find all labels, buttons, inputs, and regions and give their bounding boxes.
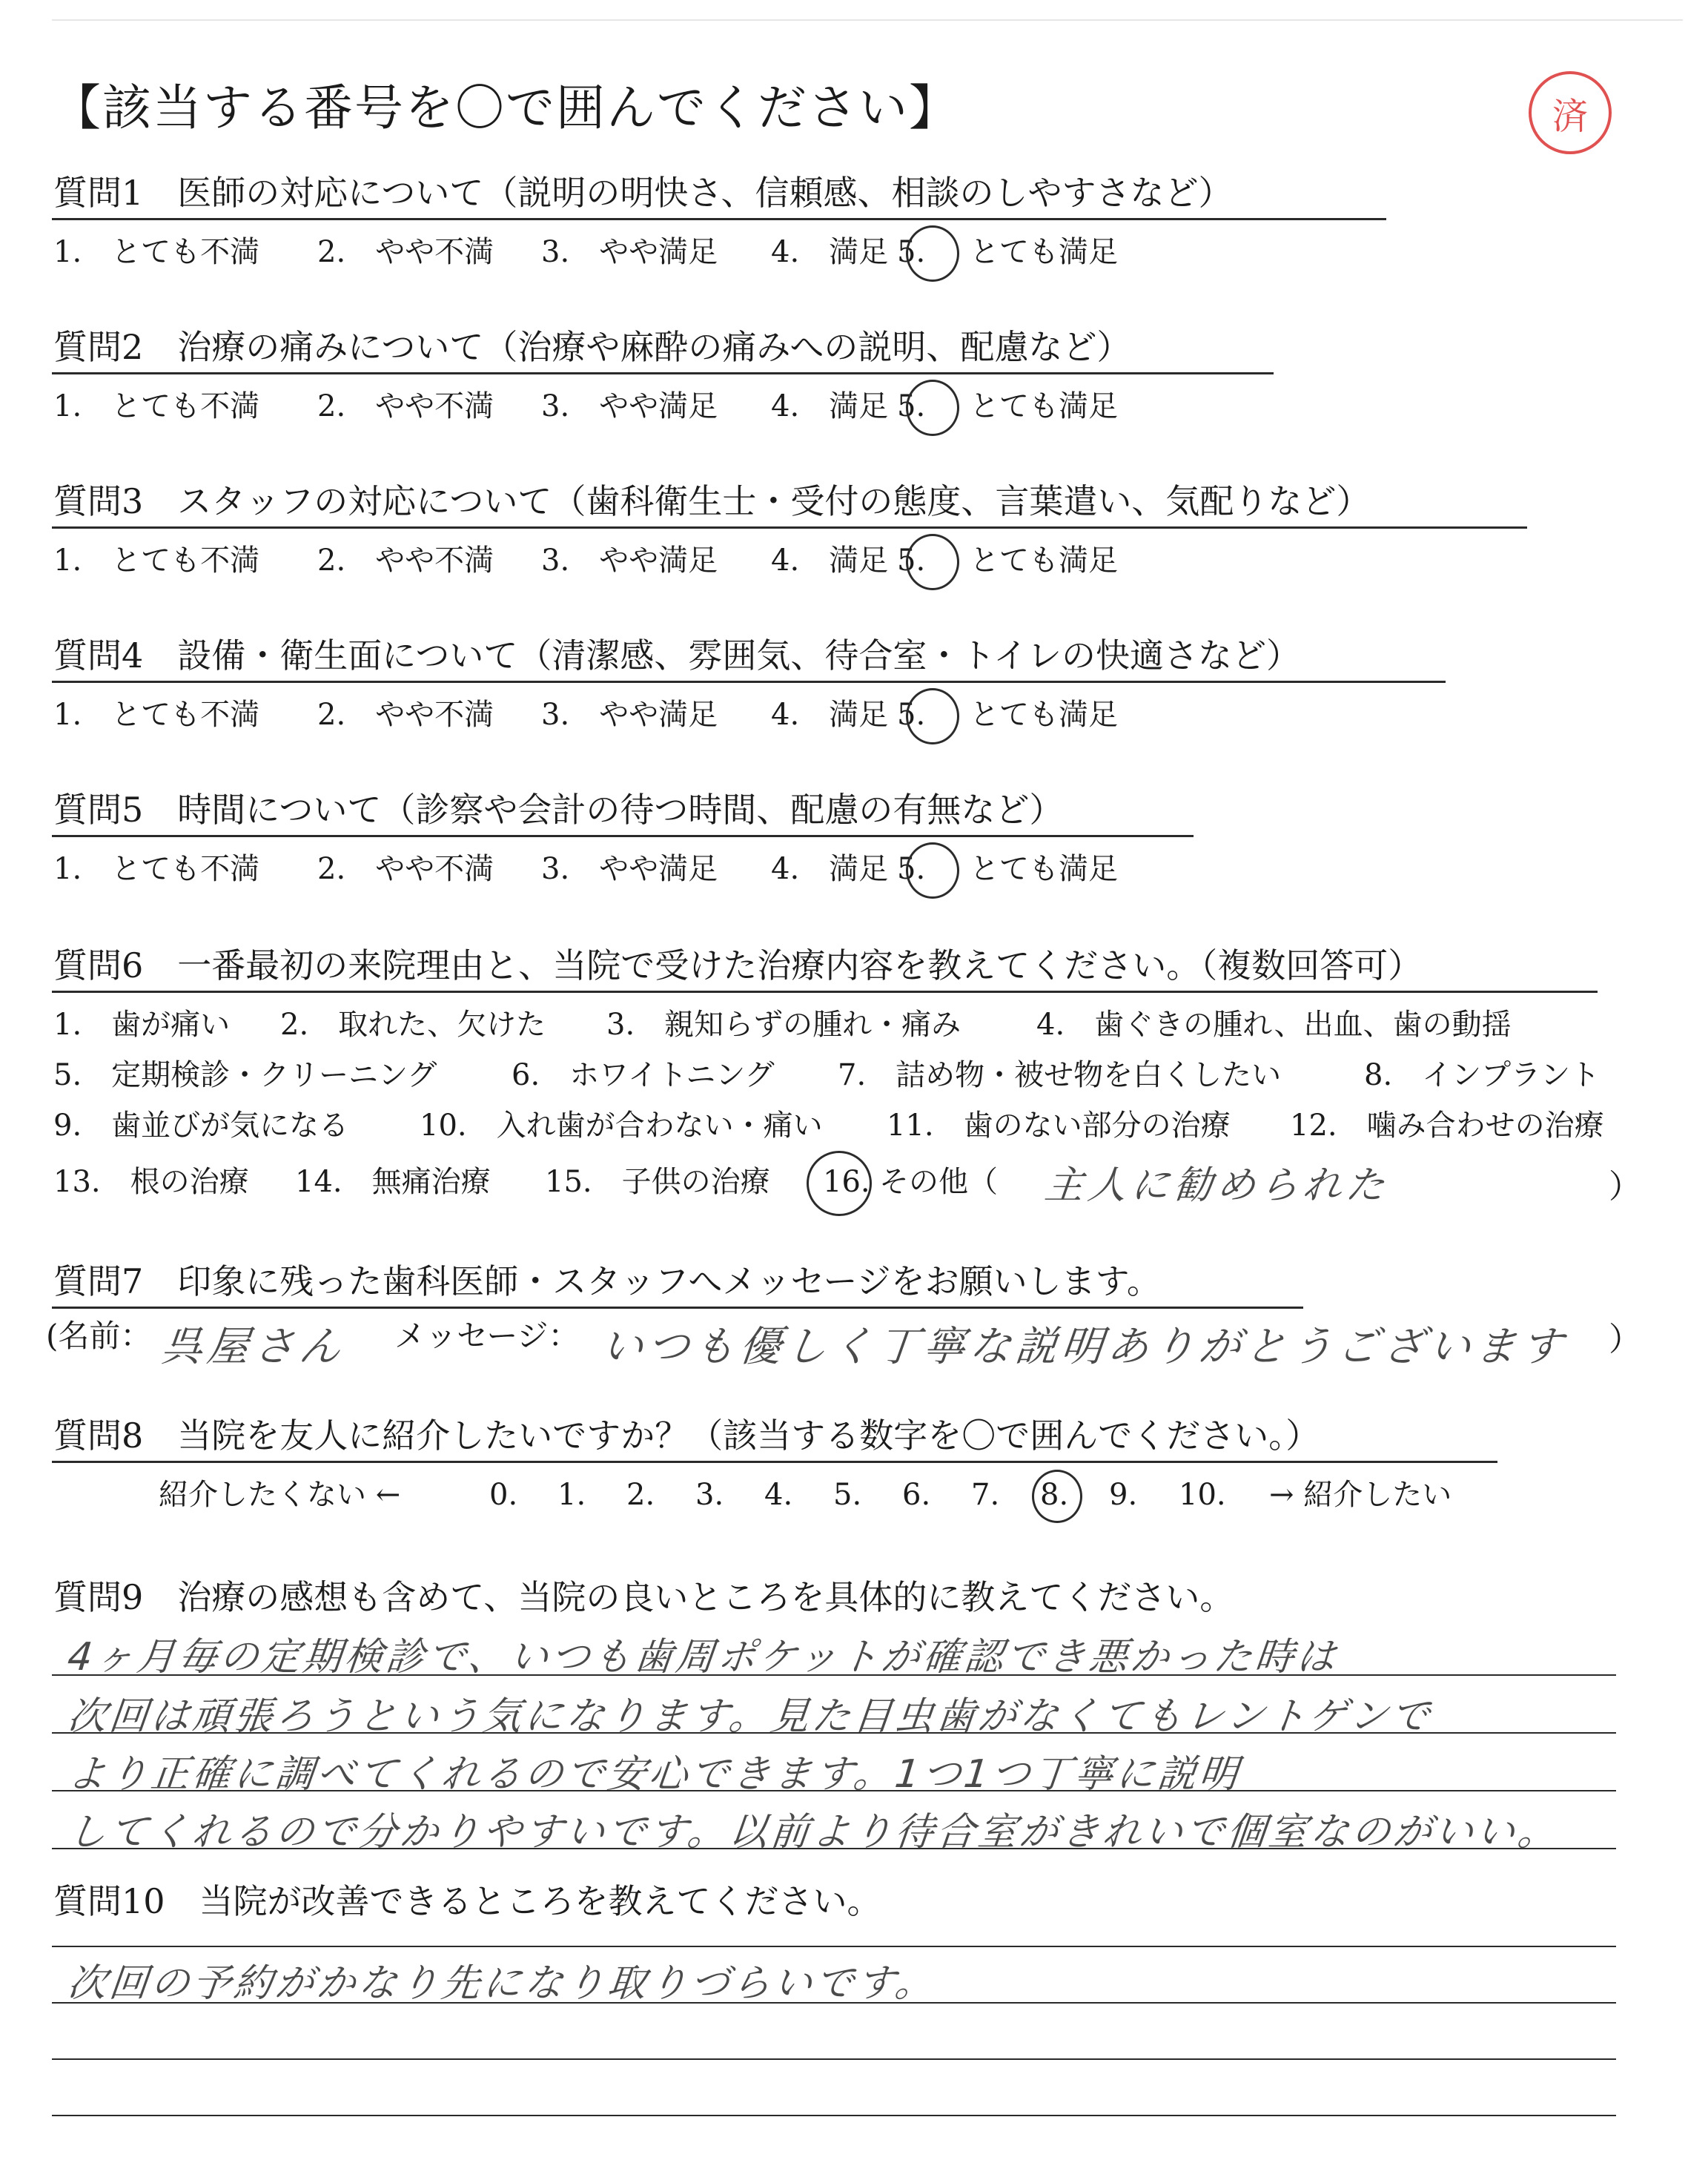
- q8-option-6[interactable]: 6.: [902, 1478, 931, 1512]
- page-title: 【該当する番号を〇で囲んでください】: [52, 79, 959, 136]
- q8-option-3[interactable]: 3.: [695, 1478, 724, 1512]
- q4-selection-circle: [906, 688, 959, 744]
- q10-handwritten-line[interactable]: 次回の予約がかなり先になり取りづらいです。: [65, 1961, 939, 2006]
- q6-opt-4[interactable]: 4. 歯ぐきの腫れ、出血、歯の動揺: [1036, 1008, 1512, 1042]
- q6-opt-9[interactable]: 9. 歯並びが気になる: [53, 1109, 349, 1143]
- q7-underline: [52, 1307, 1303, 1309]
- q10-label: 質問10 当院が改善できるところを教えてください。: [53, 1881, 881, 1921]
- q5-option-2[interactable]: 2. やや不満: [317, 852, 494, 886]
- q7-name-label: (名前：: [46, 1318, 152, 1354]
- q4-label: 質問4 設備・衛生面について（清潔感、雰囲気、待合室・トイレの快適さなど）: [53, 635, 1301, 676]
- q6-opt-14[interactable]: 14. 無痛治療: [295, 1165, 491, 1199]
- q3-option-1[interactable]: 1. とても不満: [53, 544, 260, 578]
- received-stamp: 済: [1529, 71, 1612, 154]
- q1-option-3[interactable]: 3. やや満足: [541, 235, 718, 269]
- q9-handwritten-line[interactable]: してくれるので分かりやすいです。以前より待合室がきれいで個室なのがいい。: [65, 1810, 1562, 1855]
- q5-option-1[interactable]: 1. とても不満: [53, 852, 260, 886]
- q4-option-2[interactable]: 2. やや不満: [317, 698, 494, 732]
- q9-handwritten-line[interactable]: より正確に調べてくれるので安心できます。1つ1つ丁寧に説明: [65, 1752, 1243, 1797]
- q8-label: 質問8 当院を友人に紹介したいですか？（該当する数字を〇で囲んでください。）: [53, 1416, 1320, 1456]
- page-top-edge: [52, 19, 1683, 21]
- q3-label: 質問3 スタッフの対応について（歯科衛生士・受付の態度、言葉遣い、気配りなど）: [53, 481, 1371, 521]
- q5-option-4[interactable]: 4. 満足: [771, 852, 889, 886]
- q3-option-5-text: とても満足: [970, 544, 1118, 578]
- q7-label: 質問7 印象に残った歯科医師・スタッフへメッセージをお願いします。: [53, 1261, 1161, 1301]
- q6-opt-13[interactable]: 13. 根の治療: [53, 1165, 249, 1199]
- q8-right-label: → 紹介したい: [1269, 1478, 1452, 1512]
- q6-opt-1[interactable]: 1. 歯が痛い: [53, 1008, 231, 1042]
- q2-option-1[interactable]: 1. とても不満: [53, 389, 260, 423]
- q10-answer-line: [52, 2115, 1616, 2116]
- q6-opt-7[interactable]: 7. 詰め物・被せ物を白くしたい: [838, 1058, 1282, 1092]
- q6-opt-15[interactable]: 15. 子供の治療: [545, 1165, 770, 1199]
- q2-option-4[interactable]: 4. 満足: [771, 389, 889, 423]
- q3-option-4[interactable]: 4. 満足: [771, 544, 889, 578]
- q10-answer-line: [52, 1946, 1616, 1947]
- q6-opt-6[interactable]: 6. ホワイトニング: [512, 1058, 775, 1092]
- q2-label: 質問2 治療の痛みについて（治療や麻酔の痛みへの説明、配慮など）: [53, 327, 1131, 367]
- q4-option-5-text: とても満足: [970, 698, 1118, 732]
- q7-message-handwriting[interactable]: いつも優しく丁寧な説明ありがとうございます: [599, 1323, 1569, 1371]
- q5-option-3[interactable]: 3. やや満足: [541, 852, 718, 886]
- q8-option-8[interactable]: 8.: [1040, 1478, 1069, 1512]
- q2-option-3[interactable]: 3. やや満足: [541, 389, 718, 423]
- q1-selection-circle: [906, 225, 959, 282]
- q1-option-5[interactable]: 5.: [897, 235, 926, 269]
- q6-opt-3[interactable]: 3. 親知らずの腫れ・痛み: [606, 1008, 961, 1042]
- q8-left-label: 紹介したくない ←: [159, 1478, 401, 1512]
- q3-option-3[interactable]: 3. やや満足: [541, 544, 718, 578]
- q6-opt-8[interactable]: 8. インプラント: [1364, 1058, 1601, 1092]
- q6-selection-circle: [807, 1151, 872, 1216]
- q5-option-5-text: とても満足: [970, 852, 1118, 886]
- q8-underline: [52, 1461, 1497, 1463]
- q8-option-0[interactable]: 0.: [489, 1478, 518, 1512]
- q5-underline: [52, 835, 1194, 837]
- q6-other-handwriting[interactable]: 主人に勧められた: [1042, 1163, 1391, 1208]
- q1-label: 質問1 医師の対応について（説明の明快さ、信頼感、相談のしやすさなど）: [53, 173, 1233, 213]
- q6-opt-16[interactable]: 16.: [823, 1165, 870, 1199]
- q6-underline: [52, 991, 1598, 993]
- q1-option-5-text: とても満足: [970, 235, 1118, 269]
- q2-option-5[interactable]: 5.: [897, 389, 926, 423]
- q5-label: 質問5 時間について（診察や会計の待つ時間、配慮の有無など）: [53, 790, 1064, 830]
- q4-option-4[interactable]: 4. 満足: [771, 698, 889, 732]
- q7-close: ）: [1609, 1321, 1641, 1358]
- q8-option-9[interactable]: 9.: [1109, 1478, 1138, 1512]
- q2-underline: [52, 372, 1274, 374]
- q1-option-4[interactable]: 4. 満足: [771, 235, 889, 269]
- q8-option-10[interactable]: 10.: [1179, 1478, 1226, 1512]
- q3-option-2[interactable]: 2. やや不満: [317, 544, 494, 578]
- q4-underline: [52, 681, 1446, 683]
- q7-message-label: メッセージ：: [394, 1318, 580, 1354]
- q7-name-handwriting[interactable]: 呉屋さん: [159, 1323, 348, 1371]
- q8-option-7[interactable]: 7.: [971, 1478, 1000, 1512]
- q9-label: 質問9 治療の感想も含めて、当院の良いところを具体的に教えてください。: [53, 1577, 1234, 1617]
- q9-handwritten-line[interactable]: 次回は頑張ろうという気になります。見た目虫歯がなくてもレントゲンで: [65, 1694, 1435, 1739]
- q4-option-5[interactable]: 5.: [897, 698, 926, 732]
- q6-opt-2[interactable]: 2. 取れた、欠けた: [280, 1008, 546, 1042]
- q10-answer-line: [52, 2058, 1616, 2060]
- q8-option-4[interactable]: 4.: [764, 1478, 793, 1512]
- q8-selection-circle: [1032, 1470, 1082, 1523]
- q5-option-5[interactable]: 5.: [897, 852, 926, 886]
- q5-selection-circle: [906, 842, 959, 899]
- q4-option-1[interactable]: 1. とても不満: [53, 698, 260, 732]
- q6-opt-12[interactable]: 12. 噛み合わせの治療: [1290, 1109, 1604, 1143]
- q8-option-2[interactable]: 2.: [626, 1478, 655, 1512]
- q8-option-5[interactable]: 5.: [833, 1478, 862, 1512]
- q6-label: 質問6 一番最初の来院理由と、当院で受けた治療内容を教えてください。（複数回答可）: [53, 945, 1423, 985]
- q1-underline: [52, 218, 1386, 220]
- q1-option-2[interactable]: 2. やや不満: [317, 235, 494, 269]
- q3-selection-circle: [906, 534, 959, 590]
- q6-opt-5[interactable]: 5. 定期検診・クリーニング: [53, 1058, 437, 1092]
- q4-option-3[interactable]: 3. やや満足: [541, 698, 718, 732]
- q3-option-5[interactable]: 5.: [897, 544, 926, 578]
- q6-opt-11[interactable]: 11. 歯のない部分の治療: [887, 1109, 1231, 1143]
- q9-handwritten-line[interactable]: 4ヶ月毎の定期検診で、いつも歯周ポケットが確認でき悪かった時は: [65, 1635, 1341, 1680]
- q8-option-1[interactable]: 1.: [557, 1478, 586, 1512]
- q2-option-2[interactable]: 2. やや不満: [317, 389, 494, 423]
- q2-option-5-text: とても満足: [970, 389, 1118, 423]
- q6-other-close: ）: [1609, 1168, 1641, 1206]
- q6-other-label: その他（: [879, 1165, 998, 1199]
- q2-selection-circle: [906, 380, 959, 436]
- q3-underline: [52, 526, 1527, 529]
- q1-option-1[interactable]: 1. とても不満: [53, 235, 260, 269]
- q6-opt-10[interactable]: 10. 入れ歯が合わない・痛い: [420, 1109, 823, 1143]
